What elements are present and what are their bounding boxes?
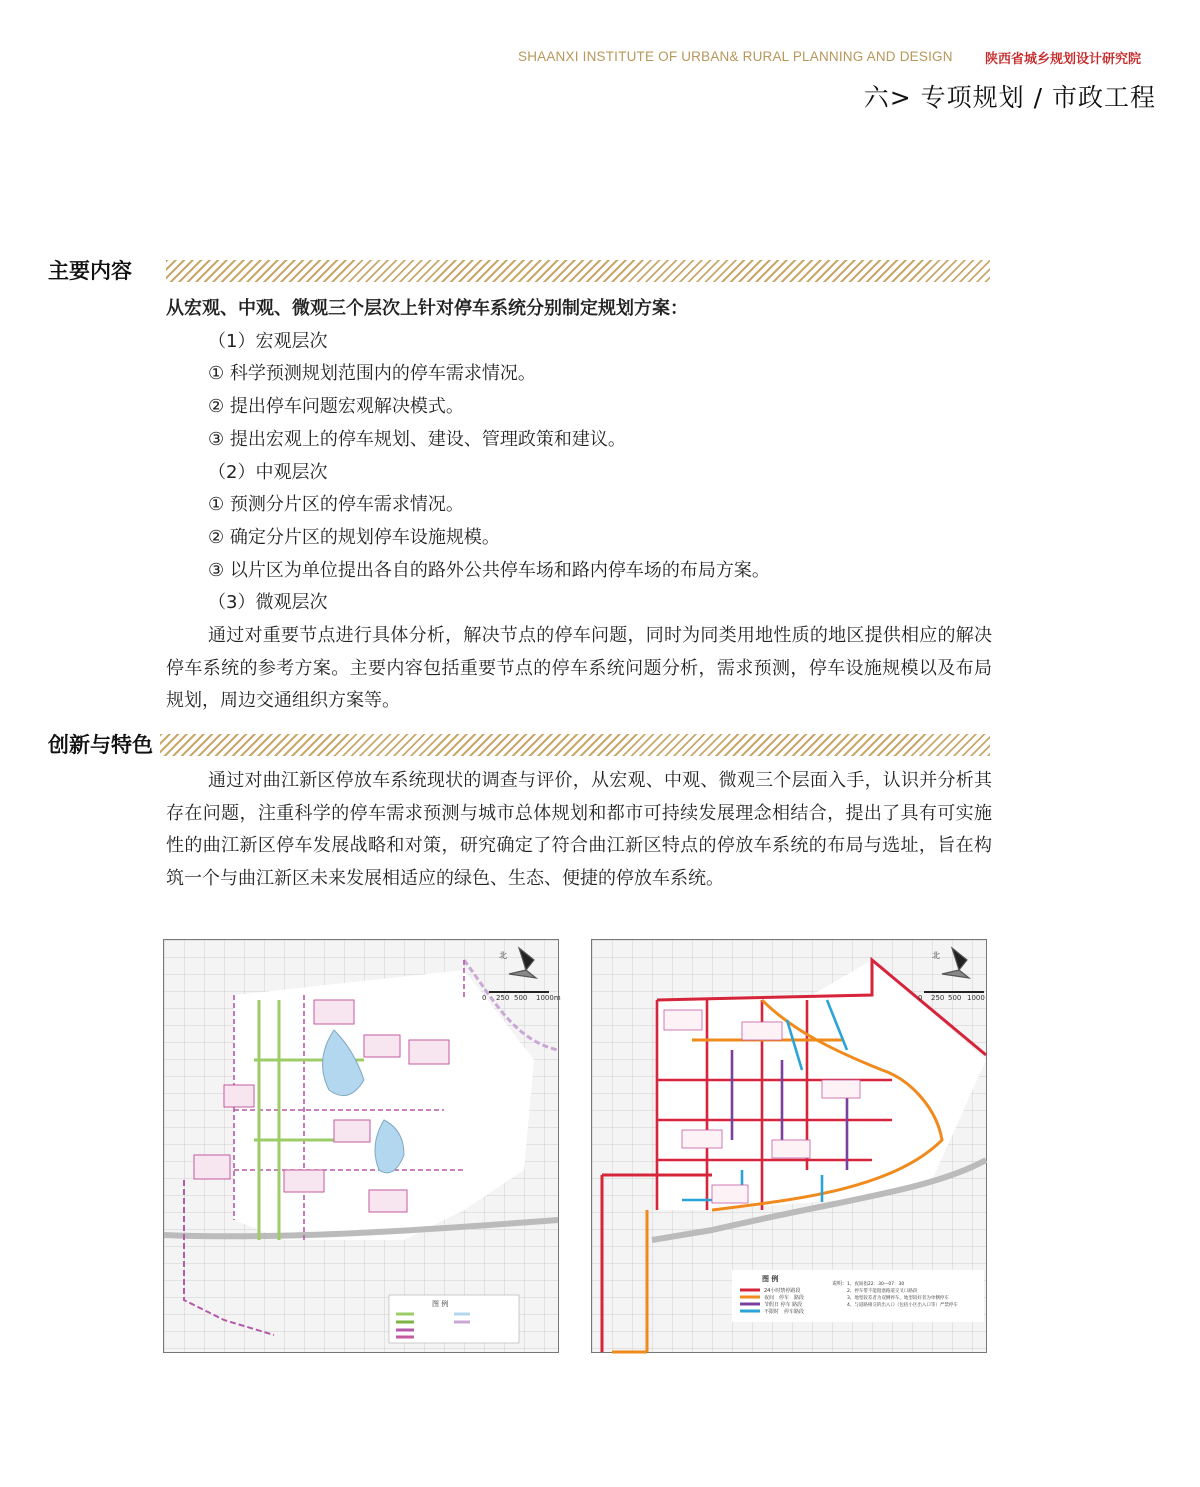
main-content-body <box>166 293 992 718</box>
legend-item: 不限时 停车路段 <box>764 1309 805 1315</box>
scale-label: 250 <box>931 994 945 1002</box>
legend-item: 节假日 停车 路段 <box>764 1302 803 1308</box>
meso-item: ① 预测分片区的停车需求情况。 <box>208 494 464 516</box>
map-note: 3、地型较差者为双侧停车，地型较好者为单侧停车 <box>847 1296 949 1301</box>
scale-label: 0 <box>482 994 487 1002</box>
scale-label: 1000 <box>967 994 985 1002</box>
institute-name-en: SHAANXI INSTITUTE OF URBAN& RURAL PLANNING AND DESIGN <box>518 49 953 64</box>
scale-label: 500 <box>948 994 962 1002</box>
meso-title: （2）中观层次 <box>208 461 328 483</box>
scale-label: 250 <box>496 994 510 1002</box>
innovation-paragraph: 通过对曲江新区停放车系统现状的调查与评价，从宏观、中观、微观三个层面入手，认识并分析其存在问题，注重科学的停车需求预测与城市总体规划和都市可持续发展理念相结合，提出了具有可实施性的曲江新区停车发展战略和对策，研究确定了符合曲江新区特点的停放车系统的布局与选址，旨在构筑一个与曲江新区未来发展相适应的绿色、生态、便捷的停放车系统。 <box>166 770 992 890</box>
macro-item: ② 提出停车问题宏观解决模式。 <box>208 396 464 418</box>
macro-item: ① 科学预测规划范围内的停车需求情况。 <box>208 363 536 385</box>
map-legend-title: 图 例 <box>762 1275 779 1283</box>
scale-label: 1000m <box>536 994 561 1002</box>
map-note: 1、夜间指22：30—07：30 <box>847 1282 905 1287</box>
map-notes-title: 说明： <box>832 1281 848 1287</box>
macro-title: （1）宏观层次 <box>208 330 328 352</box>
innovation-heading: 创新与特色 <box>48 733 153 757</box>
scale-label: 0 <box>918 994 923 1002</box>
innovation-body <box>166 765 992 896</box>
macro-item: ③ 提出宏观上的停车规划、建设、管理政策和建议。 <box>208 428 626 450</box>
main-content-heading-bar <box>48 256 990 286</box>
section-title: 六> 专项规划 / 市政工程 <box>863 83 1156 112</box>
map-note: 2、停车带不能阻塞路道交叉口路段 <box>847 1289 918 1294</box>
heading-hatch-decoration <box>160 734 990 756</box>
parking-regulation-map <box>591 939 987 1353</box>
map-legend-title: 图 例 <box>432 1300 449 1308</box>
scale-label: 500 <box>514 994 528 1002</box>
parking-facility-map <box>163 939 559 1353</box>
institute-name-cn: 陕西省城乡规划设计研究院 <box>985 52 1142 67</box>
map-note: 4、与道路相交的出入口（包括小区出入口等）严禁停车 <box>847 1303 958 1308</box>
meso-item: ③ 以片区为单位提出各自的路外公共停车场和路内停车场的布局方案。 <box>208 559 770 581</box>
heading-hatch-decoration <box>166 260 990 282</box>
main-content-heading: 主要内容 <box>48 259 132 283</box>
legend-item: 夜间 停车 路段 <box>764 1295 805 1301</box>
north-label: 北 <box>499 951 507 960</box>
micro-title: （3）微观层次 <box>208 592 328 614</box>
north-label: 北 <box>932 951 940 960</box>
innovation-heading-bar <box>48 730 990 760</box>
meso-item: ② 确定分片区的规划停车设施规模。 <box>208 526 500 548</box>
main-content-lead: 从宏观、中观、微观三个层次上针对停车系统分别制定规划方案： <box>166 298 688 319</box>
legend-item: 24小时禁停路段 <box>764 1288 801 1294</box>
micro-paragraph: 通过对重要节点进行具体分析，解决节点的停车问题，同时为同类用地性质的地区提供相应的解决停车系统的参考方案。主要内容包括重要节点的停车系统问题分析，需求预测，停车设施规模以及布局规划，周边交通组织方案等。 <box>166 625 992 712</box>
